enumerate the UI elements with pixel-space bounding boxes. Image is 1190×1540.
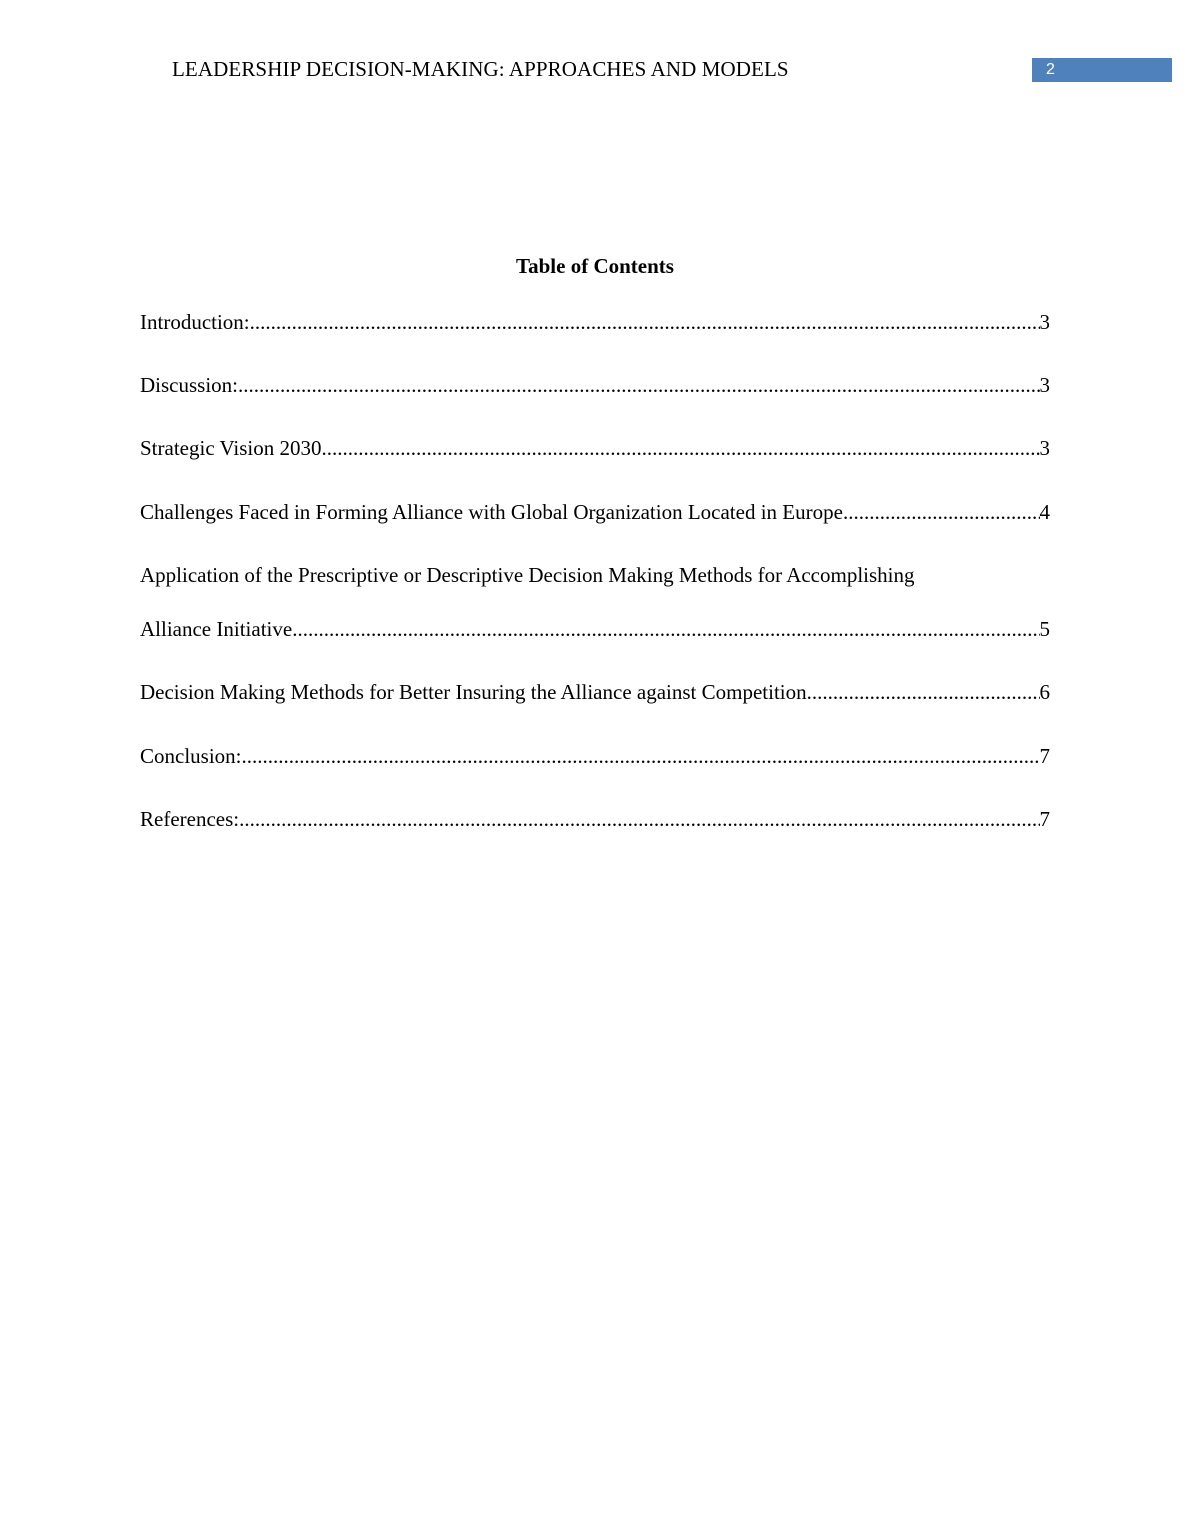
dot-leader [238, 371, 1039, 399]
toc-entry-page: 3 [1039, 373, 1050, 397]
toc-entry-application[interactable] [140, 561, 1050, 643]
dot-leader [322, 434, 1040, 462]
toc-entry-page: 3 [1039, 436, 1050, 460]
toc-entry-challenges[interactable] [140, 498, 1050, 526]
toc-entry-text-line2: Alliance Initiative [140, 617, 293, 641]
dot-leader [250, 308, 1040, 336]
toc-entry-page: 5 [1039, 617, 1050, 641]
toc-entry-text: Challenges Faced in Forming Alliance with Global Organization Located in Europe [140, 500, 843, 524]
dot-leader [292, 615, 1039, 643]
toc-entry-text: References: [140, 807, 240, 831]
toc-entry-page: 4 [1039, 500, 1050, 524]
dot-leader [807, 678, 1040, 706]
dot-leader [843, 498, 1040, 526]
toc-entry-text-line1: Application of the Prescriptive or Descriptive Decision Making Methods for Accomplishing [140, 563, 915, 587]
toc-entry-page: 6 [1039, 680, 1050, 704]
toc-entry-strategic-vision[interactable] [140, 434, 1050, 462]
toc-entry-page: 7 [1039, 744, 1050, 768]
dot-leader [239, 805, 1039, 833]
toc-entry-page: 7 [1039, 807, 1050, 831]
toc-entry-references[interactable] [140, 805, 1050, 833]
toc-entry-discussion[interactable] [140, 371, 1050, 399]
page-number-badge: 2 [1032, 58, 1172, 82]
toc-entry-text: Strategic Vision 2030 [140, 436, 322, 460]
toc-heading: Table of Contents [516, 254, 674, 278]
toc-entry-introduction[interactable] [140, 308, 1050, 336]
toc-entry-conclusion[interactable] [140, 742, 1050, 770]
toc-entry-text: Conclusion: [140, 744, 242, 768]
running-header-title: LEADERSHIP DECISION-MAKING: APPROACHES AND MODELS [172, 57, 789, 81]
dot-leader [242, 742, 1040, 770]
toc-entry-text: Discussion: [140, 373, 239, 397]
toc-entry-page: 3 [1039, 310, 1050, 334]
toc-entry-text: Decision Making Methods for Better Insuring the Alliance against Competition [140, 680, 807, 704]
toc-entry-text: Introduction: [140, 310, 250, 334]
toc-entry-decision-making-methods[interactable] [140, 678, 1050, 706]
